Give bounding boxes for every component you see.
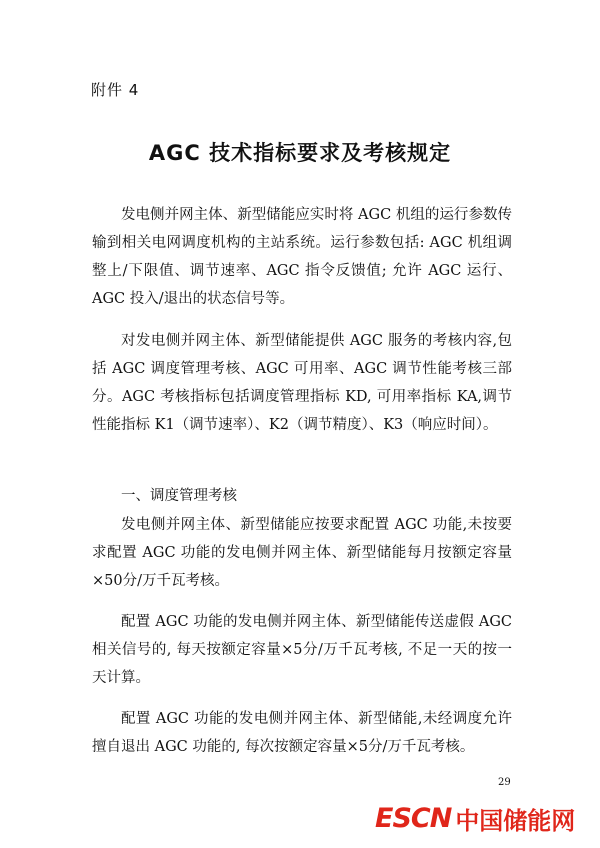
paragraph-unauthorized-exit: 配置 AGC 功能的发电侧并网主体、新型储能,未经调度允许擅自退出 AGC 功能的, 每次按额定容量×5分/万千瓦考核。	[92, 711, 512, 755]
paragraph-configuration-requirement: 发电侧并网主体、新型储能应按要求配置 AGC 功能,未按要求配置 AGC 功能的发电侧并网主体、新型储能每月按额定容量×50分/万千瓦考核。	[92, 517, 512, 589]
attachment-label: 附件 4	[91, 81, 140, 99]
page-number: 29	[498, 777, 511, 788]
paragraph-agc-parameters: 发电侧并网主体、新型储能应实时将 AGC 机组的运行参数传输到相关电网调度机构的主站系统。运行参数包括: AGC 机组调整上/下限值、调节速率、AGC 指令反馈值; 允许 AGC 运行、AGC 投入/退出的状态信号等。	[92, 207, 512, 307]
document-title: AGC 技术指标要求及考核规定	[148, 141, 452, 165]
escn-logo	[375, 801, 575, 835]
logo-text-cn: 中国储能网	[455, 806, 576, 835]
logo-text-en: ESCN	[375, 802, 452, 834]
paragraph-assessment-content: 对发电侧并网主体、新型储能提供 AGC 服务的考核内容,包括 AGC 调度管理考核、AGC 可用率、AGC 调节性能考核三部分。AGC 考核指标包括调度管理指标 KD, 可用率指标 KA,调节性能指标 K1（调节速率）、K2（调节精度）、K3（响应时间）。	[92, 333, 512, 433]
section-heading-dispatch-management: 一、调度管理考核	[121, 488, 237, 504]
paragraph-false-signal: 配置 AGC 功能的发电侧并网主体、新型储能传送虚假 AGC 相关信号的, 每天按额定容量×5分/万千瓦考核, 不足一天的按一天计算。	[92, 614, 512, 686]
